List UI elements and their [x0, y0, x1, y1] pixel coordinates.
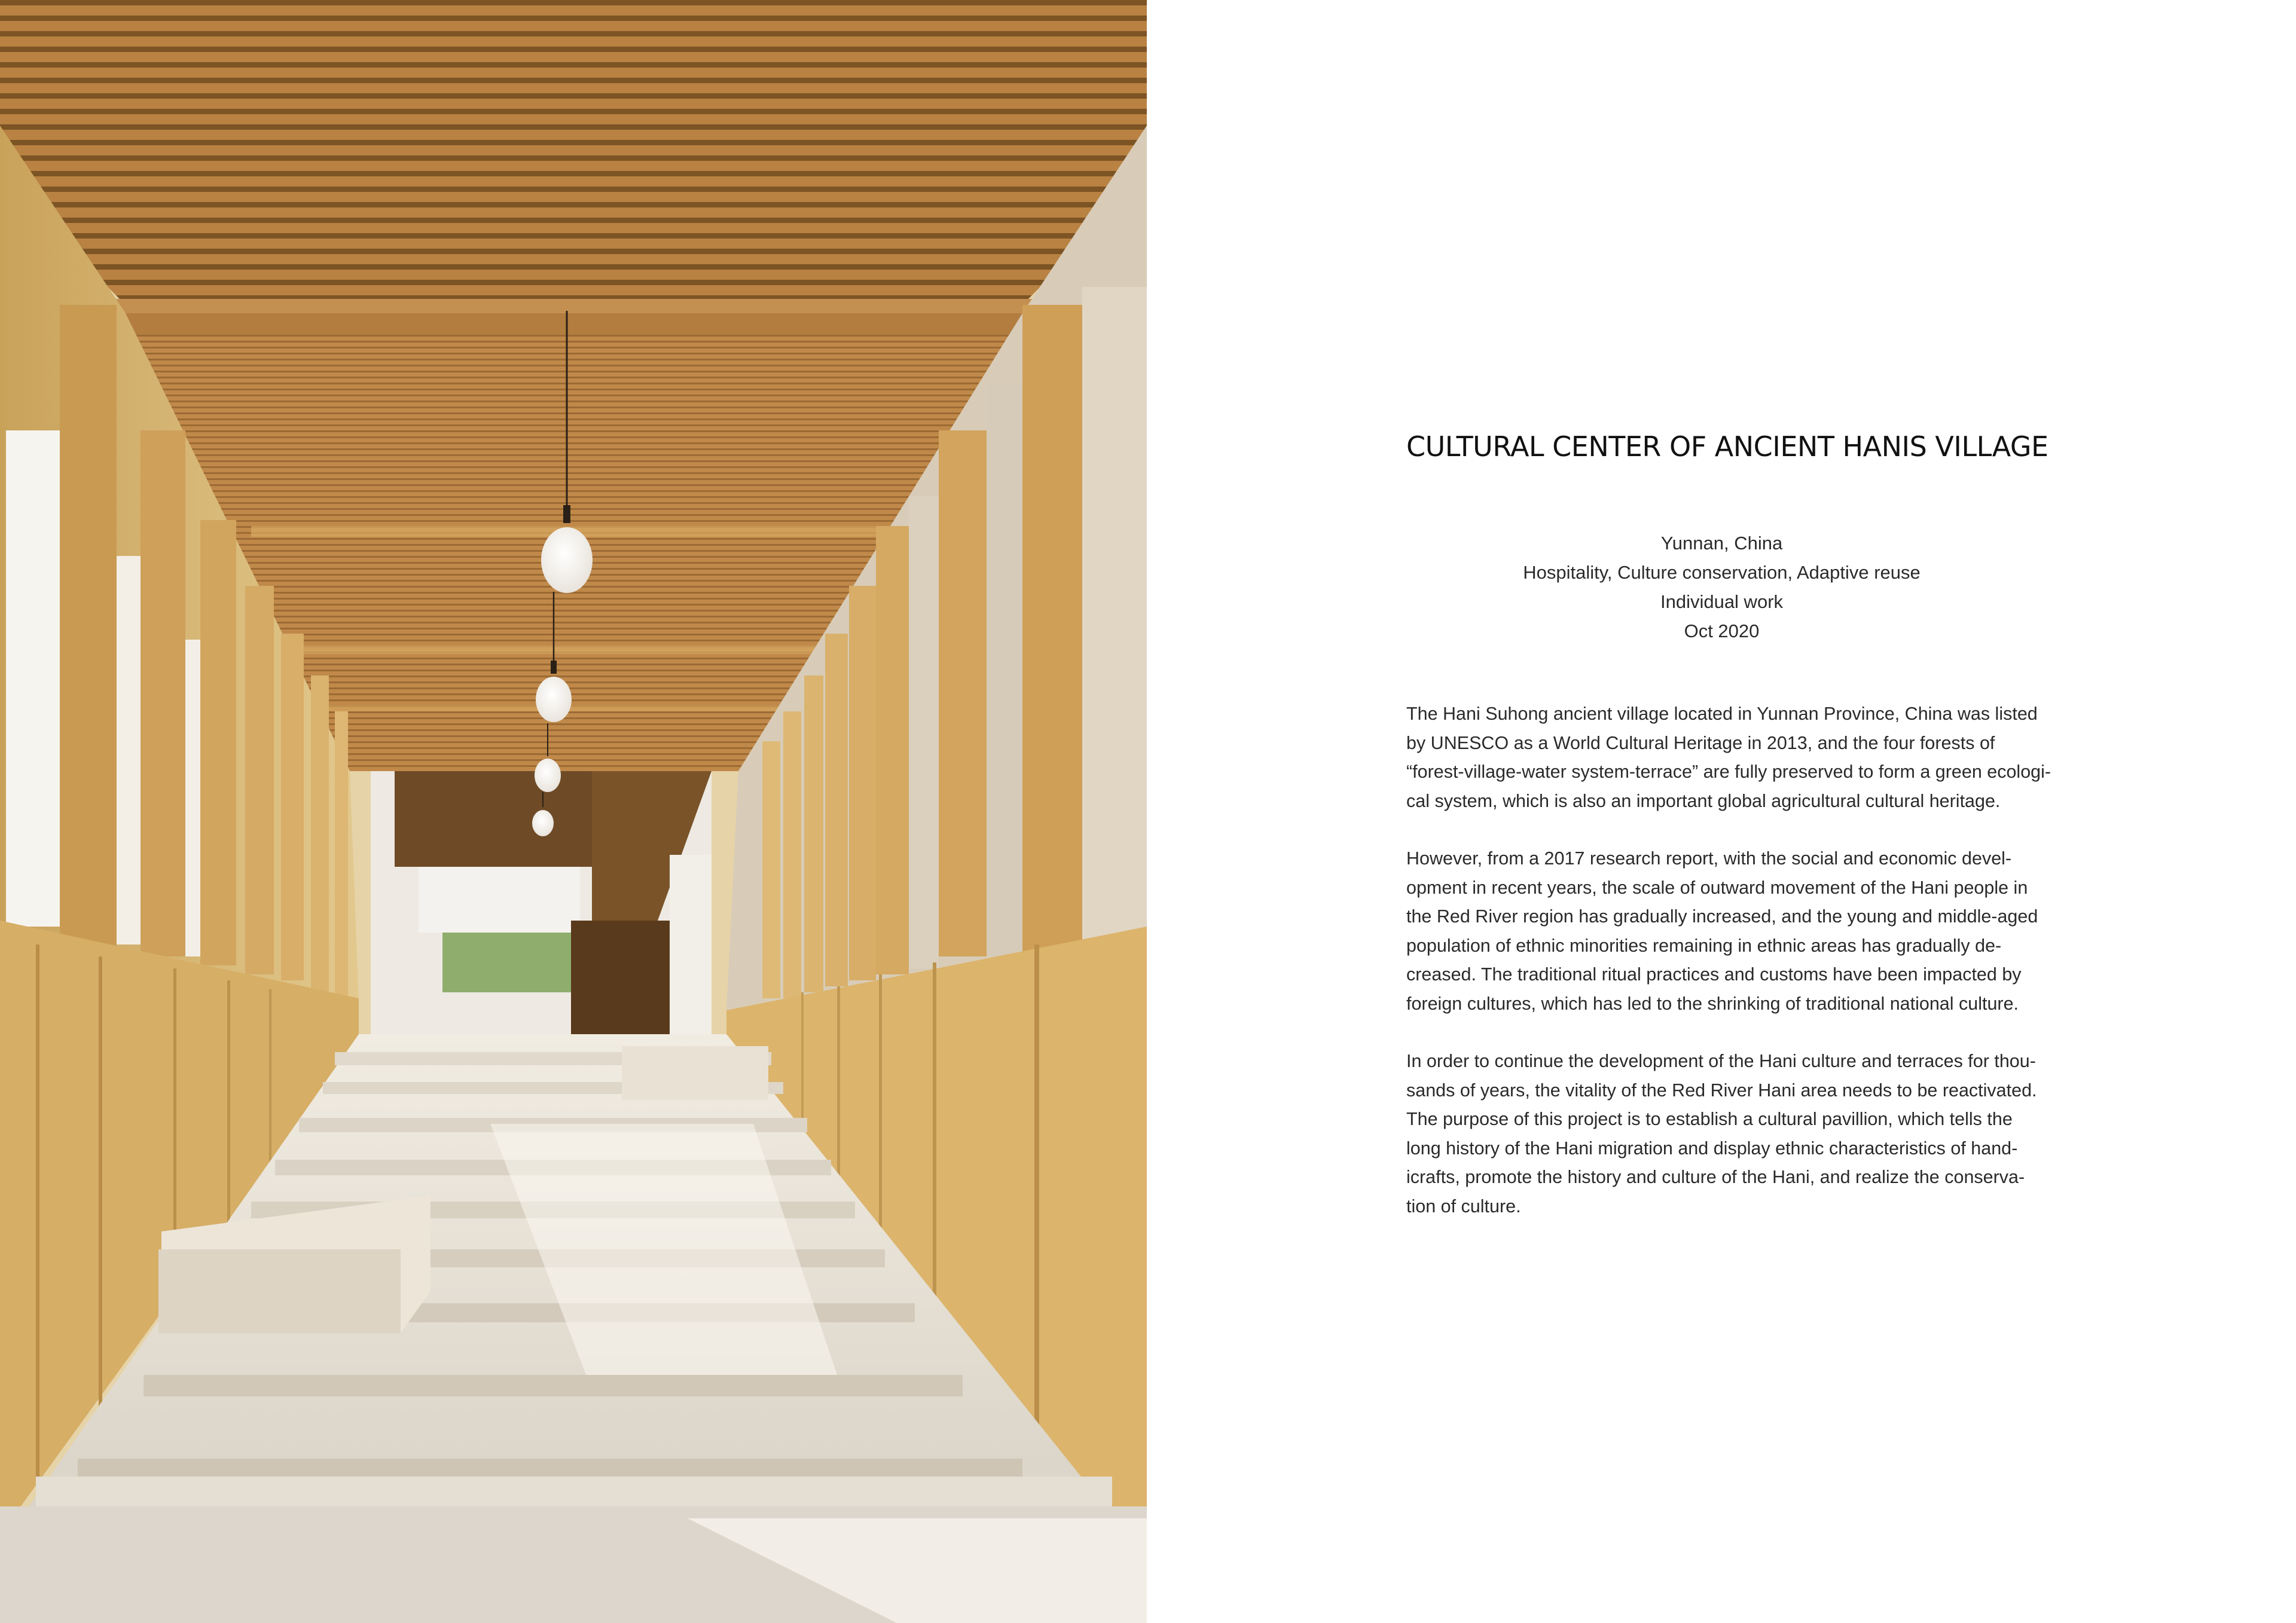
paragraph-line: the Red River region has gradually increased, and the young and middle-aged — [1406, 906, 2038, 927]
paragraph-line: However, from a 2017 research report, with the social and economic devel- — [1406, 848, 2012, 869]
project-title: CULTURAL CENTER OF ANCIENT HANIS VILLAGE — [1406, 430, 2048, 463]
project-categories: Hospitality, Culture conservation, Adaptive reuse — [1523, 562, 1921, 583]
paragraph-line: creased. The traditional ritual practices and customs have been impacted by — [1406, 964, 2022, 985]
paragraph-line: “forest-village-water system-terrace” are fully preserved to form a green ecologi- — [1406, 762, 2051, 782]
project-location: Yunnan, China — [1660, 533, 1783, 554]
project-description-panel — [1406, 430, 2051, 1249]
project-meta — [1406, 528, 2037, 646]
paragraph-line: In order to continue the development of the Hani culture and terraces for thou- — [1406, 1051, 2036, 1071]
paragraph-line: by UNESCO as a World Cultural Heritage in 2013, and the four forests of — [1406, 732, 1995, 753]
paragraph-line: foreign cultures, which has led to the shrinking of traditional national culture. — [1406, 993, 2019, 1014]
description-paragraph-1 — [1406, 699, 2051, 815]
description-paragraph-2 — [1406, 844, 2037, 1018]
corridor-rendering-illustration — [0, 0, 1147, 1623]
paragraph-line: icrafts, promote the history and culture of the Hani, and realize the conserva- — [1406, 1167, 2025, 1187]
paragraph-line: population of ethnic minorities remaining in ethnic areas has gradually de- — [1406, 935, 2002, 956]
project-work-type: Individual work — [1660, 591, 1784, 612]
project-date: Oct 2020 — [1684, 621, 1760, 641]
paragraph-line: opment in recent years, the scale of outward movement of the Hani people in — [1406, 877, 2028, 898]
paragraph-line: sands of years, the vitality of the Red River Hani area needs to be reactivated. — [1406, 1080, 2037, 1101]
paragraph-line: long history of the Hani migration and display ethnic characteristics of hand- — [1406, 1138, 2018, 1159]
paragraph-line: tion of culture. — [1406, 1196, 1521, 1217]
paragraph-line: The purpose of this project is to establish a cultural pavillion, which tells the — [1406, 1109, 2013, 1129]
paragraph-line: cal system, which is also an important global agricultural cultural heritage. — [1406, 790, 2001, 811]
corridor-rendering-image — [0, 0, 1147, 1623]
paragraph-line: The Hani Suhong ancient village located in Yunnan Province, China was listed — [1406, 704, 2038, 724]
description-paragraph-3 — [1406, 1047, 2037, 1221]
